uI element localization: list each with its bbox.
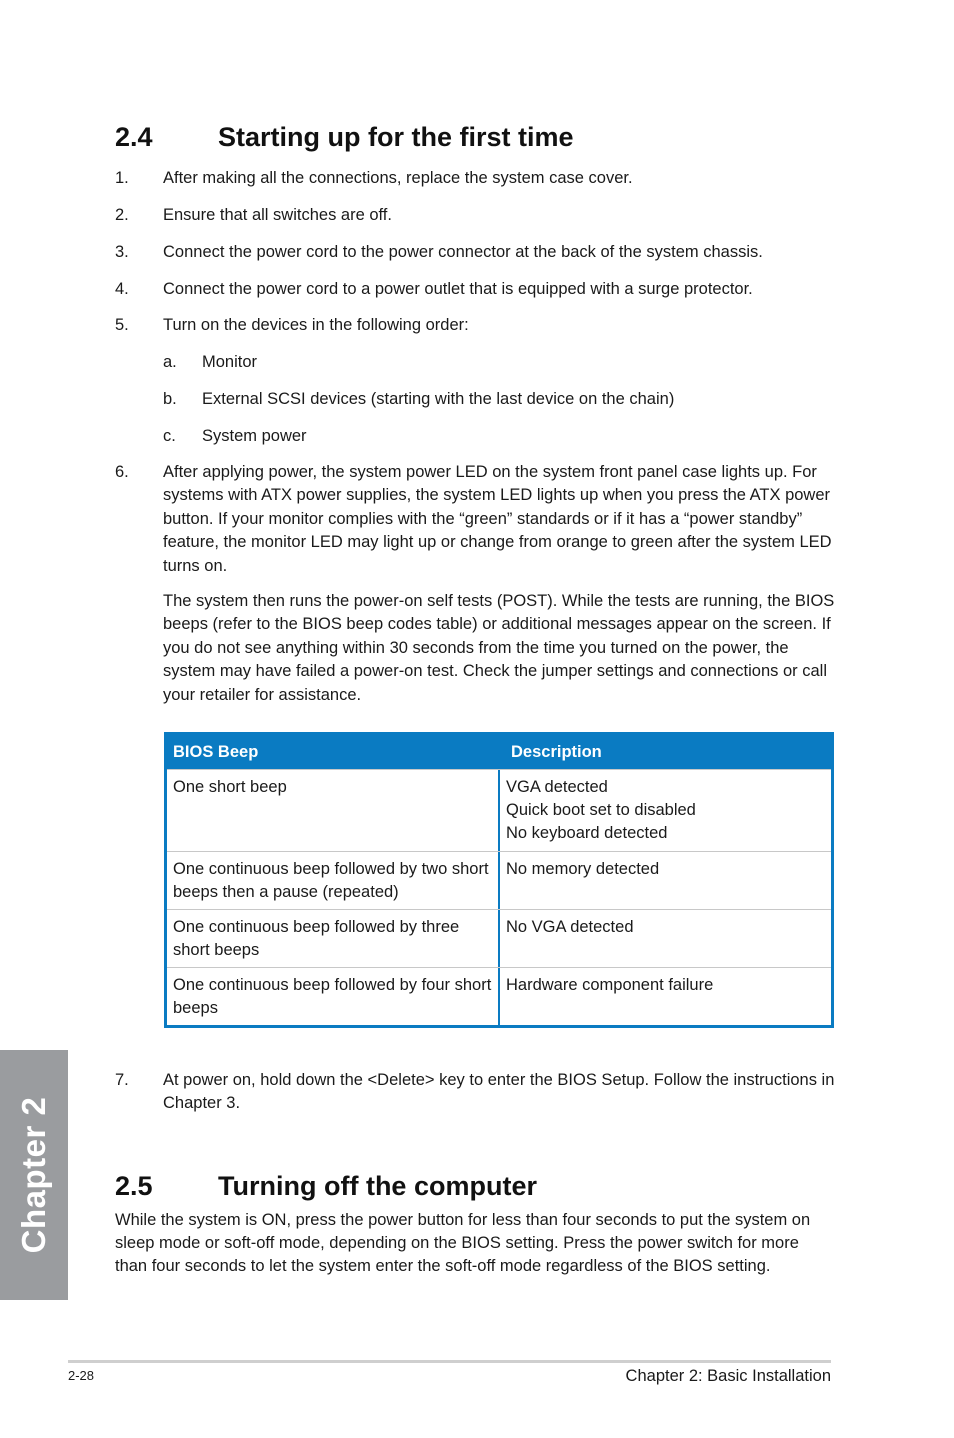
table-cell: One continuous beep followed by two short beeps then a pause (repeated) bbox=[167, 852, 500, 909]
bios-beep-table bbox=[164, 732, 834, 1028]
table-cell: One short beep bbox=[167, 770, 500, 851]
table-row bbox=[167, 851, 831, 909]
table-row bbox=[167, 769, 831, 851]
section-number: 2.4 bbox=[115, 122, 153, 152]
section-title: Starting up for the first time bbox=[218, 122, 574, 152]
table-header bbox=[167, 735, 831, 769]
footer-divider bbox=[68, 1360, 831, 1363]
table-cell: One continuous beep followed by three short beeps bbox=[167, 910, 500, 967]
chapter-tab-label: Chapter 2 bbox=[15, 1096, 52, 1254]
chapter-side-tab bbox=[0, 1050, 68, 1300]
table-cell: No VGA detected bbox=[506, 918, 634, 936]
section-paragraph: While the system is ON, press the power button for less than four seconds to put the system on sleep mode or soft-off mode, depending on the BIOS setting. Press the power switch for more than four seconds to let the system enter the soft-off mode regardless of the BIOS setting. bbox=[115, 1211, 811, 1276]
table-cell: One continuous beep followed by four short beeps bbox=[167, 968, 500, 1025]
table-cell: No memory detected bbox=[506, 860, 660, 878]
section-title: Turning off the computer bbox=[218, 1171, 537, 1201]
footer-chapter-label: Chapter 2: Basic Installation bbox=[625, 1367, 831, 1385]
table-cell: VGA detected Quick boot set to disabled No keyboard detected bbox=[506, 778, 696, 842]
section-number: 2.5 bbox=[115, 1171, 153, 1201]
table-row bbox=[167, 967, 831, 1025]
table-cell: Hardware component failure bbox=[506, 976, 714, 994]
column-header: BIOS Beep bbox=[173, 742, 259, 761]
section-heading-2-5 bbox=[115, 1170, 537, 1202]
page-number: 2-28 bbox=[68, 1368, 95, 1383]
column-header: Description bbox=[511, 742, 602, 761]
post-paragraph: The system then runs the power-on self tests (POST). While the tests are running, the BIOS beeps (refer to the BIOS beep codes table) or additional messages appear on the screen. If you do not see anything within 30 seconds from the time you turned on the power, the system may have failed a power-on test. Check the jumper settings and connections or call your retailer for assistance. bbox=[163, 592, 835, 704]
section-heading-2-4 bbox=[115, 121, 574, 153]
table-row bbox=[167, 909, 831, 967]
